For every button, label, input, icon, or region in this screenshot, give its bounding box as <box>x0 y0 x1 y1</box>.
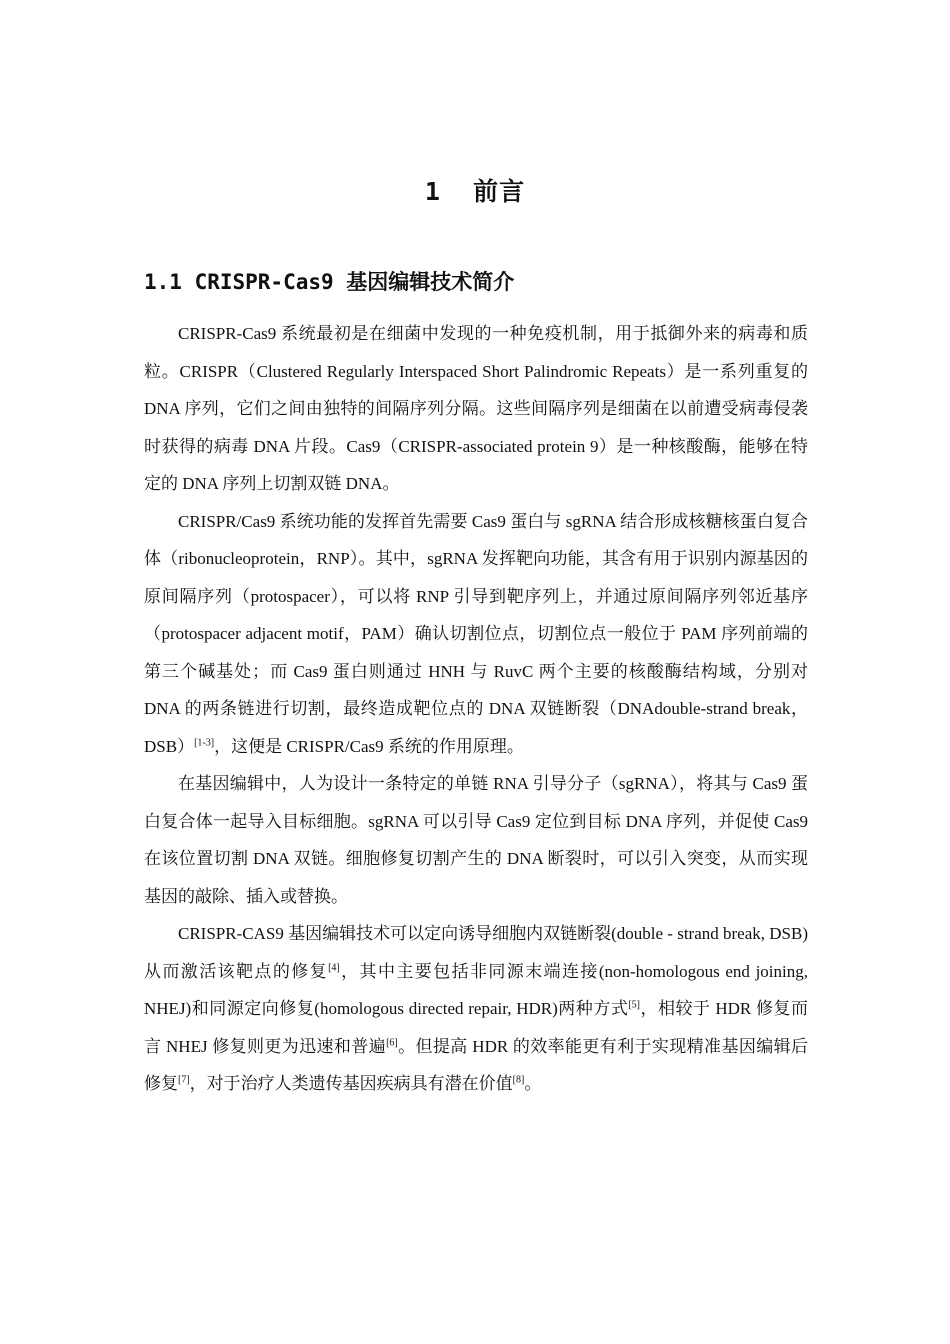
paragraph-text: CRISPR-CAS9 基因编辑技术可以定向诱导细胞内双链断裂(double - strand break, DSB)从而激活该靶点的修复 <box>144 924 808 981</box>
paragraph-text: ，对于治疗人类遗传基因疾病具有潜在价值 <box>189 1074 513 1093</box>
chapter-title: 1 前言 <box>424 177 526 206</box>
citation: [5] <box>628 999 641 1011</box>
citation: [7] <box>178 1074 190 1086</box>
body-text <box>144 315 808 1103</box>
paragraph-1 <box>144 315 808 503</box>
paragraph-text: 。 <box>524 1074 542 1093</box>
citation: [4] <box>328 961 340 973</box>
paragraph-text: 。但提高 HDR 的效率能更有利于实现精准基因编辑后修复 <box>144 1036 808 1093</box>
section-title: 1.1 CRISPR-Cas9 基因编辑技术简介 <box>144 270 515 294</box>
paragraph-4 <box>144 915 808 1103</box>
paragraph-2 <box>144 503 808 766</box>
paragraph-text: ，相较于 HDR 修复而言 NHEJ 修复则更为迅速和普遍 <box>144 999 808 1056</box>
paragraph-text: CRISPR/Cas9 系统功能的发挥首先需要 Cas9 蛋白与 sgRNA 结合形成核糖核蛋白复合体（ribonucleoprotein，RNP）。其中，sgRNA 发挥靶向功能，其含有用于识别内源基因的原间隔序列（protospacer），可以将 RNP 引导到靶序列上，并通过原间隔序列邻近基序（protospacer adjacent motif，PAM）确认切割位点，切割位点一般位于 PAM 序列前端的第三个碱基处；而 Cas9 蛋白则通过 HNH 与 RuvC 两个主要的核酸酶结构域，分别对 DNA 的两条链进行切割，最终造成靶位点的 DNA 双链断裂（DNAdouble-strand break，DSB） <box>144 511 808 756</box>
paragraph-text: ，这便是 CRISPR/Cas9 系统的作用原理。 <box>214 736 524 756</box>
paragraph-text: ，其中主要包括非同源末端连接(non-homologous end joining, NHEJ)和同源定向修复(homologous directed repair, HDR)两种方式 <box>144 961 808 1018</box>
citation: [6] <box>386 1036 398 1048</box>
paragraph-text: CRISPR-Cas9 系统最初是在细菌中发现的一种免疫机制，用于抵御外来的病毒和质粒。CRISPR（Clustered Regularly Interspaced Short Palindromic Repeats）是一系列重复的 DNA 序列，它们之间由独特的间隔序列分隔。这些间隔序列是细菌在以前遭受病毒侵袭时获得的病毒 DNA 片段。Cas9（CRISPR-associated protein 9）是一种核酸酶，能够在特定的 DNA 序列上切割双链 DNA。 <box>144 324 808 493</box>
citation: [8] <box>512 1074 525 1086</box>
citation: [1-3] <box>194 736 215 748</box>
paragraph-text: 在基因编辑中，人为设计一条特定的单链 RNA 引导分子（sgRNA），将其与 Cas9 蛋白复合体一起导入目标细胞。sgRNA 可以引导 Cas9 定位到目标 DNA 序列，并促使 Cas9 在该位置切割 DNA 双链。细胞修复切割产生的 DNA 断裂时，可以引入突变，从而实现基因的敲除、插入或替换。 <box>144 774 808 906</box>
paragraph-3 <box>144 765 808 915</box>
